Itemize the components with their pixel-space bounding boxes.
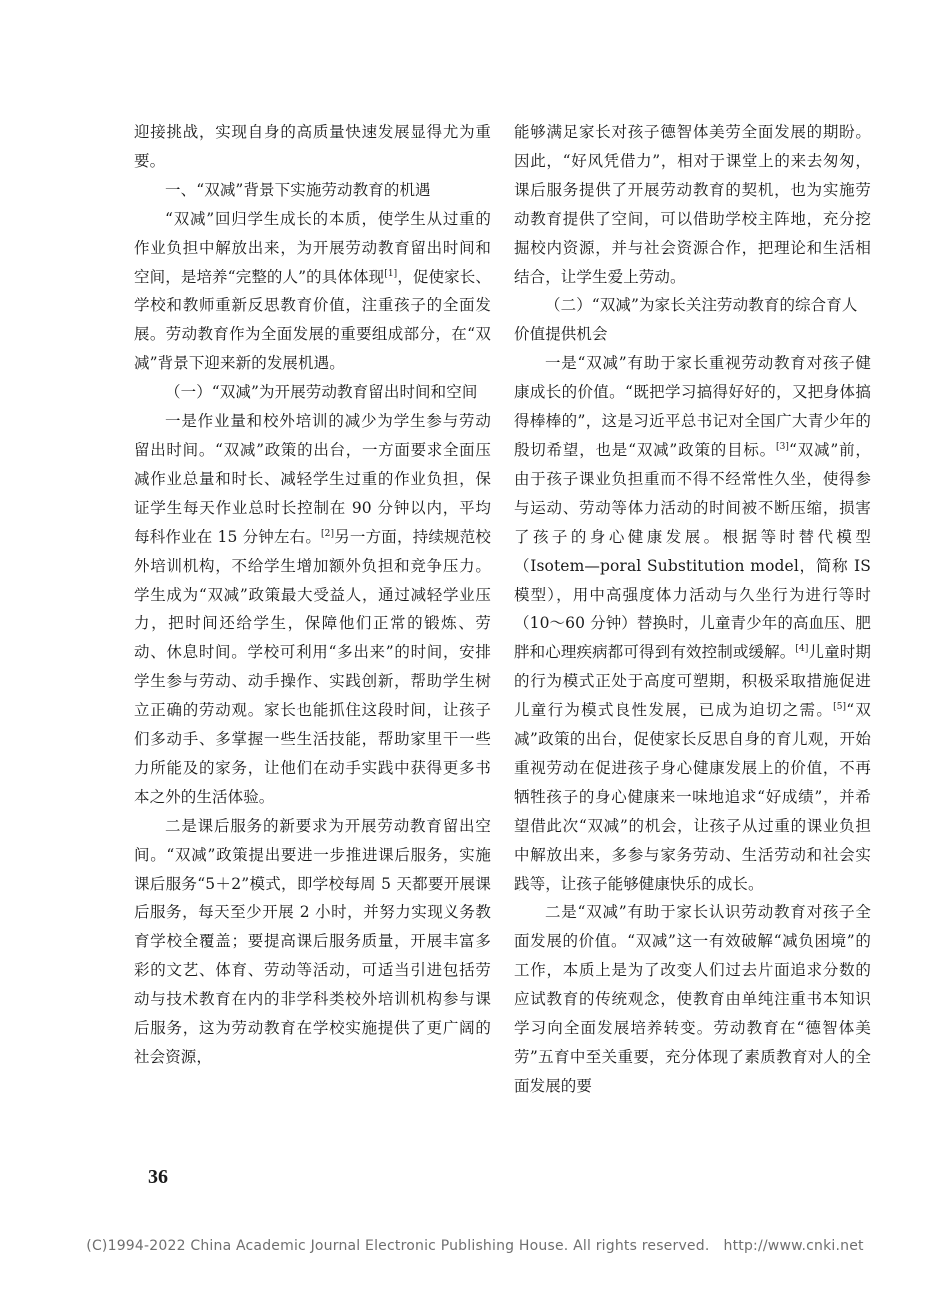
- paragraph: 迎接挑战，实现自身的高质量快速发展显得尤为重要。: [134, 123, 491, 170]
- citation: [3]: [775, 441, 790, 452]
- copyright-footer: [0, 1238, 950, 1254]
- paragraph: 能够满足家长对孩子德智体美劳全面发展的期盼。因此，“好风凭借力”，相对于课堂上的来去匆匆，课后服务提供了开展劳动教育的契机，也为实施劳动教育提供了空间，可以借助学校主阵地，充分挖掘校内资源，并与社会资源合作，把理论和生活相结合，让学生爱上劳动。: [514, 123, 871, 286]
- paragraph: 二是“双减”有助于家长认识劳动教育对孩子全面发展的价值。“双减”这一有效破解“减负困境”的工作，本质上是为了改变人们过去片面追求分数的应试教育的传统观念，使教育由单纯注重书本知识学习向全面发展培养转变。劳动教育在“德智体美劳”五育中至关重要，充分体现了素质教育对人的全面发展的要: [514, 903, 871, 1095]
- citation: [5]: [833, 701, 847, 712]
- right-column: [514, 118, 871, 1101]
- copyright-text: (C)1994-2022 China Academic Journal Electronic Publishing House. All rights reserved.: [86, 1238, 710, 1254]
- subsection-heading: （一）“双减”为开展劳动教育留出时间和空间: [165, 383, 478, 402]
- paragraph: 一是作业量和校外培训的减少为学生参与劳动留出时间。“双减”政策的出台，一方面要求全面压减作业总量和时长、减轻学生过重的作业负担，保证学生每天作业总时长控制在 90 分钟以内，平均每科作业在 15 分钟左右。[2]另一方面，持续规范校外培训机构，不给学生增加额外负担和竞争压力。学生成为“双减”政策最大受益人，通过减轻学业压力，把时间还给学生，保障他们正常的锻炼、劳动、休息时间。学校可利用“多出来”的时间，安排学生参与劳动、动手操作、实践创新，帮助学生树立正确的劳动观。家长也能抓住这段时间，让孩子们多动手、多掌握一些生活技能，帮助家里干一些力所能及的家务，让他们在动手实践中获得更多书本之外的生活体验。: [134, 412, 491, 806]
- page-number: 36: [148, 1166, 168, 1188]
- citation: [2]: [321, 528, 335, 539]
- subsection-heading: （二）“双减”为家长关注劳动教育的综合育人价值提供机会: [514, 296, 858, 344]
- paragraph: 一是“双减”有助于家长重视劳动教育对孩子健康成长的价值。“既把学习搞得好好的，又把身体搞得棒棒的”，这是习近平总书记对全国广大青少年的殷切希望，也是“双减”政策的目标。[3]“双减”前，由于孩子课业负担重而不得不经常性久坐，使得参与运动、劳动等体力活动的时间被不断压缩，损害了孩子的身心健康发展。根据等时替代模型（Isotem—poral Substitution model，简称 IS 模型），用中高强度体力活动与久坐行为进行等时（10～60 分钟）替换时，儿童青少年的高血压、肥胖和心理疾病都可得到有效控制或缓解。[4]儿童时期的行为模式正处于高度可塑期，积极采取措施促进儿童行为模式良性发展，已成为迫切之需。[5]“双减”政策的出台，促使家长反思自身的育儿观，开始重视劳动在促进孩子身心健康发展上的价值，不再牺牲孩子的身心健康来一味地追求“好成绩”，并希望借此次“双减”的机会，让孩子从过重的课业负担中解放出来，多参与家务劳动、生活劳动和社会实践等，让孩子能够健康快乐的成长。: [514, 354, 872, 893]
- left-column: [134, 118, 491, 1072]
- paragraph: 二是课后服务的新要求为开展劳动教育留出空间。“双减”政策提出要进一步推进课后服务，实施课后服务“5＋2”模式，即学校每周 5 天都要开展课后服务，每天至少开展 2 小时，并努力实现义务教育学校全覆盖；要提高课后服务质量，开展丰富多彩的文艺、体育、劳动等活动，可适当引进包括劳动与技术教育在内的非学科类校外培训机构参与课后服务，这为劳动教育在学校实施提供了更广阔的社会资源，: [134, 816, 491, 1066]
- footer-url[interactable]: http://www.cnki.net: [723, 1238, 864, 1254]
- paragraph: “双减”回归学生成长的本质，使学生从过重的作业负担中解放出来，为开展劳动教育留出时间和空间，是培养“完整的人”的具体体现[1]，促使家长、学校和教师重新反思教育价值，注重孩子的全面发展。劳动教育作为全面发展的重要组成部分，在“双减”背景下迎来新的发展机遇。: [134, 209, 491, 373]
- citation: [4]: [795, 644, 809, 655]
- section-heading: 一、“双减”背景下实施劳动教育的机遇: [165, 180, 431, 199]
- citation: [1]: [384, 268, 398, 279]
